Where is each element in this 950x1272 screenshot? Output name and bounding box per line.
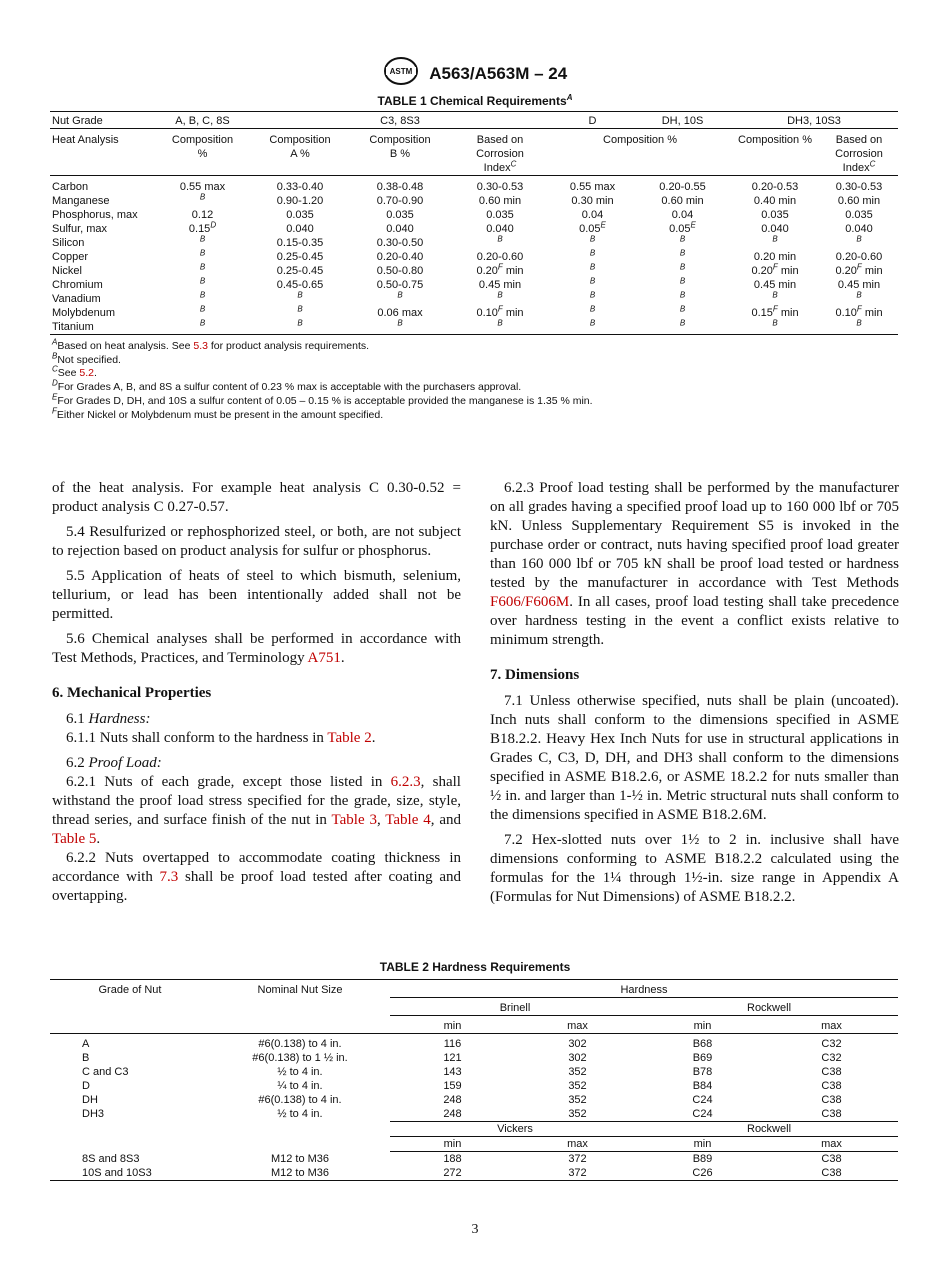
composition-value: 0.035 [386,209,414,221]
footnote: $^D$For Grades A, B, and 8S a sulfur content of 0.23 % max is acceptable with the purchasers approval. [52,378,522,394]
astm-logo-icon [383,56,419,91]
grade-abc8s: A, B, C, 8S [175,115,230,127]
table1-caption: TABLE 1 Chemical Requirements$^A$ [377,93,573,108]
composition-value: B [297,304,303,314]
hardness-value: C38 [821,1094,842,1106]
composition-value: B [589,248,596,258]
hardness-value: C32 [821,1052,842,1064]
composition-value: B [679,290,686,300]
hardness-value: 302 [568,1052,587,1064]
composition-value: 0.12 [191,209,214,221]
t2-metric-head-2 [50,1137,898,1152]
table1-body [50,176,898,335]
composition-value: 0.90-1.20 [276,195,324,207]
composition-value: B [397,318,403,328]
composition-value: B [589,262,596,272]
element-name: Titanium [52,321,94,333]
element-row [50,194,898,208]
composition-value: 0.33-0.40 [276,181,324,193]
element-row [50,278,898,292]
section-7-heading: 7. Dimensions [490,667,580,683]
element-name: Manganese [52,195,110,207]
hardness-value: 143 [443,1066,462,1078]
composition-value: 0.45 min [753,279,797,291]
t2-head-row-2 [50,998,898,1016]
composition-value: 0.25-0.45 [276,251,324,263]
composition-value: 0.20-0.60 [835,251,883,263]
head-composition-a: Composition A % [269,134,331,160]
composition-value: 0.040 [386,223,414,235]
composition-value: $0.05^E$ [669,220,696,235]
grade-cell: D [82,1080,90,1092]
composition-value: B [397,290,403,300]
composition-value: 0.035 [845,209,873,221]
link-table-2[interactable]: Table 2 [327,730,372,746]
composition-value: 0.45-0.65 [276,279,324,291]
hardness-value: B89 [692,1153,713,1165]
element-name: Phosphorus, max [52,209,138,221]
footnote: $^C$See 5.2. [52,364,97,380]
composition-value: 0.040 [845,223,873,235]
hardness-value: 352 [568,1094,587,1106]
composition-value: $0.15^D$ [188,220,217,235]
link-table-5[interactable]: Table 5 [52,831,97,847]
composition-value: B [679,304,686,314]
grade-dh-10s: DH, 10S [661,115,704,127]
grade-cell: A [82,1038,90,1050]
composition-value: 0.38-0.48 [376,181,424,193]
footnote: $^E$For Grades D, DH, and 10S a sulfur content of 0.05 – 0.15 % is acceptable provided the manganese is 1.35 % min. [52,392,593,407]
t2-head-vickers: Vickers [390,1122,640,1137]
size-cell: M12 to M36 [270,1152,330,1165]
hardness-value: C26 [692,1167,713,1179]
composition-value: 0.45 min [837,279,881,291]
t2-min: min [390,1137,515,1152]
hardness-value: C38 [821,1167,842,1179]
link-table-3[interactable]: Table 3 [331,812,377,828]
t2-inch-rows [50,1034,898,1122]
t2-head-size: Nominal Nut Size [257,984,343,996]
element-row [50,176,898,195]
composition-value: $0.20^F$ min [751,262,799,277]
hardness-value: C32 [821,1038,842,1050]
table-row [50,1166,898,1181]
table2-caption: TABLE 2 Hardness Requirements [379,960,571,974]
element-row [50,222,898,236]
table-row [50,1107,898,1122]
size-cell: ¼ to 4 in. [277,1080,323,1092]
composition-value: 0.30-0.50 [376,237,424,249]
t2-head-rockwell-2: Rockwell [640,1122,898,1137]
para-heat-analysis: of the heat analysis. For example heat analysis C 0.30-0.52 = product analysis C 0.27-0.57. [52,480,461,515]
composition-value: B [679,318,686,328]
link-f606[interactable]: F606/F606M [490,594,570,610]
composition-value: B [497,234,503,244]
composition-value: 0.55 max [179,181,226,193]
composition-value: 0.45 min [478,279,522,291]
composition-value: B [589,276,596,286]
composition-value: 0.60 min [661,195,704,207]
hardness-value: C24 [692,1094,713,1106]
element-name: Copper [52,251,89,263]
composition-value: $0.15^F$ min [751,304,799,319]
composition-value: 0.55 max [569,181,616,193]
composition-value: 0.30 min [571,195,614,207]
link-7-3[interactable]: 7.3 [159,869,179,885]
hardness-value: 352 [568,1108,587,1120]
size-cell: #6(0.138) to 4 in. [258,1038,342,1050]
composition-value: B [199,262,206,272]
hardness-value: 352 [568,1080,587,1092]
composition-value: B [589,290,596,300]
section-6-heading: 6. Mechanical Properties [52,685,212,701]
element-row [50,320,898,335]
hardness-value: B68 [692,1038,713,1050]
composition-value: B [679,234,686,244]
hardness-value: C38 [821,1080,842,1092]
table-row [50,1065,898,1079]
t2-max: max [765,1137,898,1152]
link-6-2-3[interactable]: 6.2.3 [390,774,421,790]
composition-value: 0.30-0.53 [835,181,883,193]
hardness-value: 248 [443,1094,462,1106]
para-6-2: 6.2 Proof Load: [66,755,162,771]
head-composition-dh3: Composition % [738,134,812,146]
hardness-value: 352 [568,1066,587,1078]
heat-analysis-label: Heat Analysis [52,134,119,146]
hardness-value: 372 [568,1153,587,1165]
t2-max: max [515,1137,640,1152]
document-designation: A563/A563M – 24 [429,63,568,83]
head-composition-pct: Composition % [171,134,234,160]
t2-head-rockwell: Rockwell [640,998,898,1016]
table-row [50,1034,898,1052]
left-column [52,479,461,906]
grade-cell: B [82,1052,90,1064]
hardness-requirements-table [50,979,898,1181]
composition-value: $0.05^E$ [579,220,606,235]
composition-value: B [497,318,503,328]
para-6-2-2: 6.2.2 Nuts overtapped to accommodate coating thickness in accordance with 7.3 shall be proof load tested after coating and overtapping. [52,850,462,904]
grade-row [50,114,898,129]
hardness-value: 121 [443,1052,462,1064]
composition-value: B [772,234,778,244]
grade-dh3-10s3: DH3, 10S3 [787,115,841,127]
footnote-link[interactable]: 5.3 [193,340,208,352]
element-row [50,264,898,278]
composition-value: B [199,318,206,328]
para-7-1: 7.1 Unless otherwise specified, nuts shall be plain (uncoated). Inch nuts shall conform to the dimensions specified in ASME B18.2.2. Heavy Hex Inch Nuts for use in structural applications in Grades C, C3, D, DH, and DH3 shall conform to the dimensions specified in ASME B18.2.6, or ASME 18.2.2 for nuts smaller than ½ in. and larger than 1-½ in. Metric structural nuts shall conform to the dimensions specified in ASME B18.2.6M. [490,693,899,823]
logo-text: ASTM [389,67,413,76]
t2-head-hardness: Hardness [390,980,898,998]
hardness-value: C38 [821,1153,842,1165]
table1-footnotes [52,337,902,422]
t2-min: min [443,1020,462,1032]
size-cell: #6(0.138) to 1 ½ in. [252,1052,348,1064]
composition-value: $0.20^F$ min [835,262,883,277]
element-name: Vanadium [52,293,101,305]
right-column [490,479,899,907]
hardness-value: 159 [443,1080,462,1092]
grade-cell: DH3 [82,1108,105,1120]
composition-value: B [199,304,206,314]
composition-value: 0.04 [671,209,694,221]
element-name: Nickel [52,265,82,277]
size-cell: ½ to 4 in. [277,1066,323,1078]
t2-head-row-1 [50,980,898,998]
composition-value: 0.40 min [753,195,797,207]
grade-d: D [588,115,597,127]
table-row [50,1051,898,1065]
composition-value: 0.040 [486,223,514,235]
composition-value: B [589,318,596,328]
composition-value: B [589,234,596,244]
composition-value: 0.60 min [478,195,522,207]
size-cell: ½ to 4 in. [277,1108,323,1120]
composition-value: $0.10^F$ min [835,304,883,319]
para-6-1: 6.1 Hardness: [66,711,151,727]
composition-value: 0.035 [761,209,789,221]
link-a751[interactable]: A751 [307,650,341,666]
composition-value: 0.06 max [377,307,423,319]
composition-value: 0.035 [486,209,514,221]
table1-top-rule [50,111,898,112]
t2-head-brinell: Brinell [390,998,640,1016]
element-row [50,250,898,264]
composition-value: 0.20-0.40 [376,251,424,263]
grade-cell: 10S and 10S3 [82,1167,152,1179]
composition-value: 0.15-0.35 [276,237,324,249]
element-name: Chromium [52,279,103,291]
hardness-value: C38 [821,1108,842,1120]
t2-metric-rows [50,1152,898,1181]
grade-cell: DH [82,1094,98,1106]
page-number: 3 [471,1222,479,1237]
para-7-2: 7.2 Hex-slotted nuts over 1½ to 2 in. inclusive shall have dimensions conforming to ASME B18.2.2 calculated using the formulas for the 1¼ through 1½-in. size range in Appendix A (Formulas for Nut Dimensions) of ASME B18.2.2. [490,832,899,905]
hardness-value: C38 [821,1066,842,1078]
head-corrosion-index-1: Based on Corrosion Index$^C$ [476,134,524,174]
composition-value: B [297,318,303,328]
composition-value: B [856,290,862,300]
size-cell: M12 to M36 [270,1167,330,1179]
composition-value: 0.60 min [837,195,881,207]
heat-analysis-row [50,129,898,176]
composition-value: B [199,234,206,244]
composition-value: B [679,276,686,286]
composition-value: B [497,290,503,300]
element-name: Silicon [52,237,85,249]
composition-value: 0.20-0.55 [659,181,706,193]
composition-value: B [589,304,596,314]
composition-value: B [679,262,686,272]
composition-value: 0.035 [286,209,314,221]
element-row [50,292,898,306]
composition-value: 0.20-0.60 [476,251,524,263]
composition-value: B [199,248,206,258]
composition-value: B [856,318,862,328]
composition-value: 0.04 [581,209,604,221]
hardness-value: B84 [692,1080,713,1092]
composition-value: B [199,192,206,202]
element-name: Carbon [52,181,89,193]
hardness-value: B78 [692,1066,713,1078]
composition-value: $0.20^F$ min [476,262,524,277]
table-row [50,1152,898,1167]
hardness-value: 188 [443,1153,462,1165]
hardness-value: 372 [568,1167,587,1179]
table-row [50,1079,898,1093]
composition-value: 0.25-0.45 [276,265,324,277]
footnote: $^B$Not specified. [52,351,121,366]
t2-min: min [693,1020,712,1032]
composition-value: B [856,234,862,244]
composition-value: B [772,290,778,300]
composition-value: 0.040 [761,223,789,235]
para-5-4: 5.4 Resulfurized or rephosphorized steel, or both, are not subject to rejection based on product analysis for sulfur or phosphorus. [52,524,461,559]
hardness-value: 302 [568,1038,587,1050]
t2-metric-head-1 [50,1122,898,1137]
element-name: Sulfur, max [52,223,108,235]
hardness-value: C24 [692,1108,713,1120]
link-table-4[interactable]: Table 4 [385,812,431,828]
hardness-value: 272 [443,1167,462,1179]
para-5-6: 5.6 Chemical analyses shall be performed in accordance with Test Methods, Practices, and Terminology A751. [52,631,461,666]
composition-value: B [679,248,686,258]
element-row [50,208,898,222]
footnote: $^A$Based on heat analysis. See 5.3 for product analysis requirements. [52,337,370,352]
composition-value: 0.50-0.80 [376,265,424,277]
composition-value: B [199,290,206,300]
t2-head-grade: Grade of Nut [98,984,162,996]
page-header [0,56,950,91]
table-row [50,1093,898,1107]
head-composition-d: Composition % [603,134,677,146]
hardness-value: 116 [443,1038,462,1050]
t2-head-row-3 [50,1016,898,1034]
t2-max: max [567,1020,588,1032]
composition-value: 0.30-0.53 [476,181,524,193]
composition-value: 0.20 min [753,251,797,263]
head-corrosion-index-2: Based on Corrosion Index$^C$ [835,134,883,174]
para-6-1-1: 6.1.1 Nuts shall conform to the hardness in Table 2. [66,730,376,746]
composition-value: 0.20-0.53 [751,181,799,193]
hardness-value: B69 [692,1052,713,1064]
chemical-requirements-table [50,114,898,335]
t2-min: min [640,1137,765,1152]
element-name: Molybdenum [52,307,115,319]
grade-cell: 8S and 8S3 [82,1152,140,1165]
composition-value: B [772,318,778,328]
para-5-5: 5.5 Application of heats of steel to which bismuth, selenium, tellurium, or lead has been intentionally added shall not be permitted. [52,568,461,622]
grade-c3-8s3: C3, 8S3 [380,115,420,127]
element-row [50,236,898,250]
composition-value: B [297,290,303,300]
grade-cell: C and C3 [82,1066,129,1078]
t2-max: max [821,1020,842,1032]
para-6-2-3: 6.2.3 Proof load testing shall be performed by the manufacturer on all grades having a specified proof load up to 160 000 lbf or 705 kN. Unless Supplementary Requirement S5 is invoked in the purchase order or contract, nuts having specified proof load greater than 160 000 lbf or 705 kN shall be proof load tested or hardness tested by the manufacturer in accordance with Test Methods F606/F606M. In all cases, proof load testing shall take precedence over hardness testing in the event a conflict exists relative to minimum strength. [490,480,899,648]
footnote: $^F$Either Nickel or Molybdenum must be present in the amount specified. [52,406,384,421]
composition-value: B [199,276,206,286]
composition-value: 0.70-0.90 [376,195,424,207]
head-composition-b: Composition B % [369,134,431,160]
composition-value: $0.10^F$ min [476,304,524,319]
composition-value: 0.040 [286,223,314,235]
hardness-value: 248 [443,1108,462,1120]
element-row [50,306,898,320]
footnote-link[interactable]: 5.2 [79,367,94,380]
size-cell: #6(0.138) to 4 in. [258,1094,342,1106]
composition-value: 0.50-0.75 [376,279,424,291]
para-6-2-1: 6.2.1 Nuts of each grade, except those listed in 6.2.3, shall withstand the proof load stress specified for the grade, size, style, thread series, and surface finish of the nut in Table 3, Table 4, and Table 5. [52,774,461,847]
nut-grade-label: Nut Grade [52,115,103,127]
